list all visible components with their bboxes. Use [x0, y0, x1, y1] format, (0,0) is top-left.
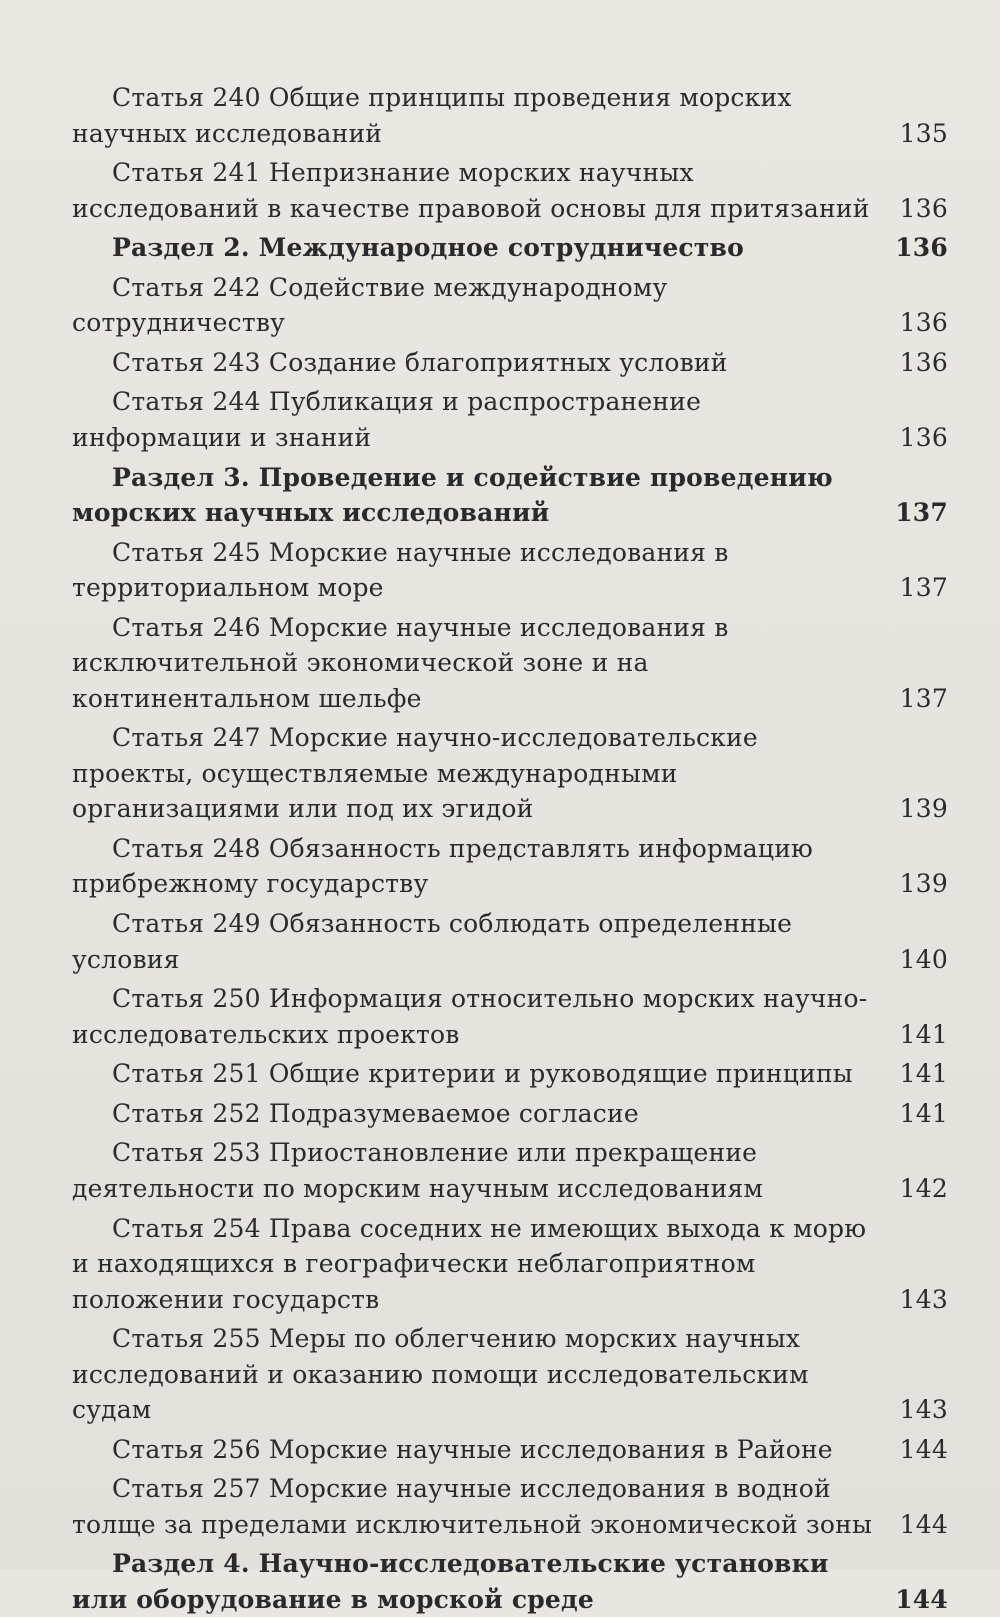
toc-entry-article-249 — [72, 906, 948, 977]
entry-title: Статья 244 Публикация и распространение информации и знаний ..... — [72, 384, 876, 455]
entry-page-number: 139 — [899, 794, 948, 824]
toc-entry-article-255 — [72, 1321, 948, 1428]
entry-page-number: 140 — [899, 944, 948, 974]
entry-page-number: 136 — [899, 308, 948, 338]
section-title: Раздел 2. Международное сотрудничество ..... — [72, 230, 876, 266]
toc-entry-article-252 — [72, 1096, 948, 1132]
entry-title: Статья 248 Обязанность представлять информацию прибрежному государству ..... — [72, 831, 876, 902]
entry-page-number: 139 — [899, 869, 948, 899]
toc-entry-section-2 — [72, 230, 948, 266]
section-title: Раздел 3. Проведение и содействие проведению морских научных исследований ..... — [72, 460, 876, 531]
entry-title: Статья 247 Морские научно-исследовательские проекты, осуществляемые международными организациями или под их эгидой ..... — [72, 720, 876, 827]
entry-title: Статья 254 Права соседних не имеющих выхода к морю и находящихся в географически неблагоприятном положении государств ..... — [72, 1211, 876, 1318]
entry-page-number: 135 — [899, 118, 948, 148]
toc-entry-article-251 — [72, 1056, 948, 1092]
entry-title: Статья 257 Морские научные исследования в водной толще за пределами исключительной экономической зоны ..... — [72, 1471, 876, 1542]
entry-title: Статья 250 Информация относительно морских научно-исследовательских проектов ..... — [72, 981, 876, 1052]
entry-page-number: 144 — [895, 1584, 948, 1614]
entry-page-number: 143 — [899, 1395, 948, 1425]
toc-entry-article-256 — [72, 1432, 948, 1468]
entry-title: Статья 242 Содействие международному сотрудничеству ..... — [72, 270, 876, 341]
entry-title: Статья 251 Общие критерии и руководящие принципы ..... — [72, 1056, 876, 1092]
entry-title: Статья 240 Общие принципы проведения морских научных исследований ..... — [72, 80, 876, 151]
toc-entry-article-248 — [72, 831, 948, 902]
toc-entry-article-253 — [72, 1135, 948, 1206]
entry-page-number: 141 — [899, 1019, 948, 1049]
entry-title: Статья 241 Непризнание морских научных исследований в качестве правовой основы для притязаний ..... — [72, 155, 876, 226]
entry-title: Статья 255 Меры по облегчению морских научных исследований и оказанию помощи исследовательским судам ..... — [72, 1321, 876, 1428]
entry-page-number: 136 — [895, 233, 948, 263]
toc-entry-section-3 — [72, 460, 948, 531]
entry-page-number: 137 — [899, 573, 948, 603]
entry-page-number: 141 — [899, 1098, 948, 1128]
toc-entry-article-246 — [72, 610, 948, 717]
toc-entry-article-241 — [72, 155, 948, 226]
toc-entry-article-254 — [72, 1211, 948, 1318]
toc-entry-article-244 — [72, 384, 948, 455]
entry-title: Статья 253 Приостановление или прекращение деятельности по морским научным исследованиям ..... — [72, 1135, 876, 1206]
toc-entry-article-257 — [72, 1471, 948, 1542]
entry-page-number: 136 — [899, 193, 948, 223]
entry-title: Статья 252 Подразумеваемое согласие ..... — [72, 1096, 876, 1132]
entry-page-number: 137 — [899, 683, 948, 713]
toc-entry-article-242 — [72, 270, 948, 341]
entry-page-number: 136 — [899, 422, 948, 452]
toc-entry-article-247 — [72, 720, 948, 827]
entry-title: Статья 249 Обязанность соблюдать определенные условия ..... — [72, 906, 876, 977]
toc-entry-article-245 — [72, 535, 948, 606]
entry-page-number: 143 — [899, 1284, 948, 1314]
entry-title: Статья 243 Создание благоприятных условий ..... — [72, 345, 876, 381]
toc-entry-article-250 — [72, 981, 948, 1052]
section-title: Раздел 4. Научно-исследовательские установки или оборудование в морской среде ..... — [72, 1546, 876, 1617]
entry-title: Статья 245 Морские научные исследования в территориальном море ..... — [72, 535, 876, 606]
entry-page-number: 142 — [899, 1173, 948, 1203]
toc-entry-article-240 — [72, 80, 948, 151]
entry-page-number: 137 — [895, 498, 948, 528]
entry-title: Статья 256 Морские научные исследования в Районе ..... — [72, 1432, 876, 1468]
toc-entry-section-4 — [72, 1546, 948, 1617]
entry-page-number: 144 — [899, 1509, 948, 1539]
entry-page-number: 141 — [899, 1059, 948, 1089]
entry-title: Статья 246 Морские научные исследования в исключительной экономической зоне и на континентальном шельфе ..... — [72, 610, 876, 717]
table-of-contents — [72, 80, 948, 1617]
entry-page-number: 136 — [899, 347, 948, 377]
entry-page-number: 144 — [899, 1434, 948, 1464]
toc-entry-article-243 — [72, 345, 948, 381]
